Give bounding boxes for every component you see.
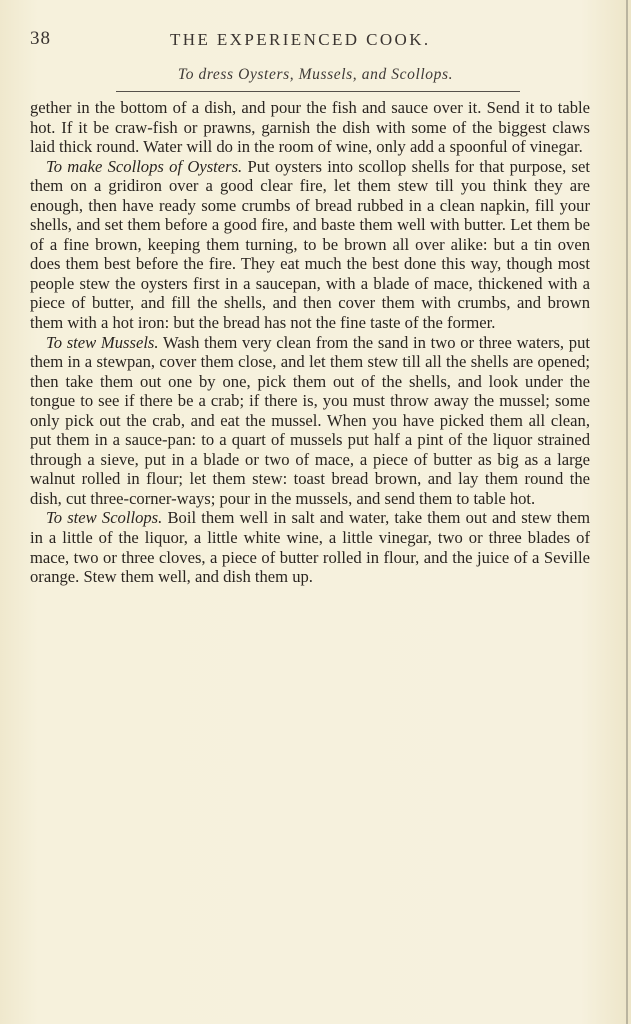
title-rule (116, 91, 520, 92)
body-text (30, 98, 590, 587)
page-edge-line (626, 0, 628, 1024)
paragraph-text: gether in the bottom of a dish, and pour the fish and sauce over it. Send it to table hot. If it be craw-fish or prawns, garnish the dish with some of the biggest claws laid thick round. Water will do in the room of wine, only add a spoonful of vinegar. (30, 98, 590, 157)
recipe-heading: To make Scollops of Oysters. (46, 156, 243, 176)
recipe-heading: To stew Mussels. (46, 332, 159, 352)
paragraph-scollops-of-oysters (30, 157, 590, 333)
running-head (30, 28, 590, 52)
paragraph-continuation (30, 98, 590, 157)
book-title: THE EXPERIENCED COOK. (170, 30, 431, 49)
paragraph-text: Put oysters into scollop shells for that purpose, set them on a gridiron over a good clear fire, let them stew till you think they are enough, then have ready some crumbs of bread rubbed in a clean napkin, fill your shells, and set them before a good fire, and baste them well with butter. Let them be of a fine brown, keeping them turning, to be brown all over alike: but a tin oven does them best before the fire. They eat much the best done this way, though most people stew the oysters first in a saucepan, with a blade of mace, thickened with a piece of butter, and fill the shells, and then cover them with crumbs, and brown them with a hot iron: but the bread has not the fine taste of the former. (30, 156, 590, 333)
paragraph-text: Wash them very clean from the sand in two or three waters, put them in a stewpan, cover them close, and let them stew till all the shells are opened; then take them out one by one, pick them out of the shells, and look under the tongue to see if there be a crab; if there is, you must throw away the mussel; some only pick out the crab, and eat the mussel. When you have picked them all clean, put them in a sauce-pan: to a quart of mussels put half a pint of the liquor strained through a sieve, put in a blade or two of mace, a piece of butter as big as a large walnut rolled in flour; let them stew: toast bread brown, and lay them round the dish, cut three-corner-ways; pour in the mussels, and send them to table hot. (30, 332, 590, 508)
paragraph-stew-mussels (30, 333, 590, 509)
recipe-heading: To stew Scollops. (46, 508, 163, 528)
paragraph-text: Boil them well in salt and water, take them out and stew them in a little of the liquor, a little white wine, a little vinegar, two or three blades of mace, two or three cloves, a piece of butter rolled in flour, and the juice of a Seville orange. Stew them well, and dish them up. (30, 508, 590, 587)
section-title: To dress Oysters, Mussels, and Scollops. (177, 66, 454, 83)
page-number: 38 (30, 28, 51, 49)
paragraph-stew-scollops (30, 508, 590, 586)
